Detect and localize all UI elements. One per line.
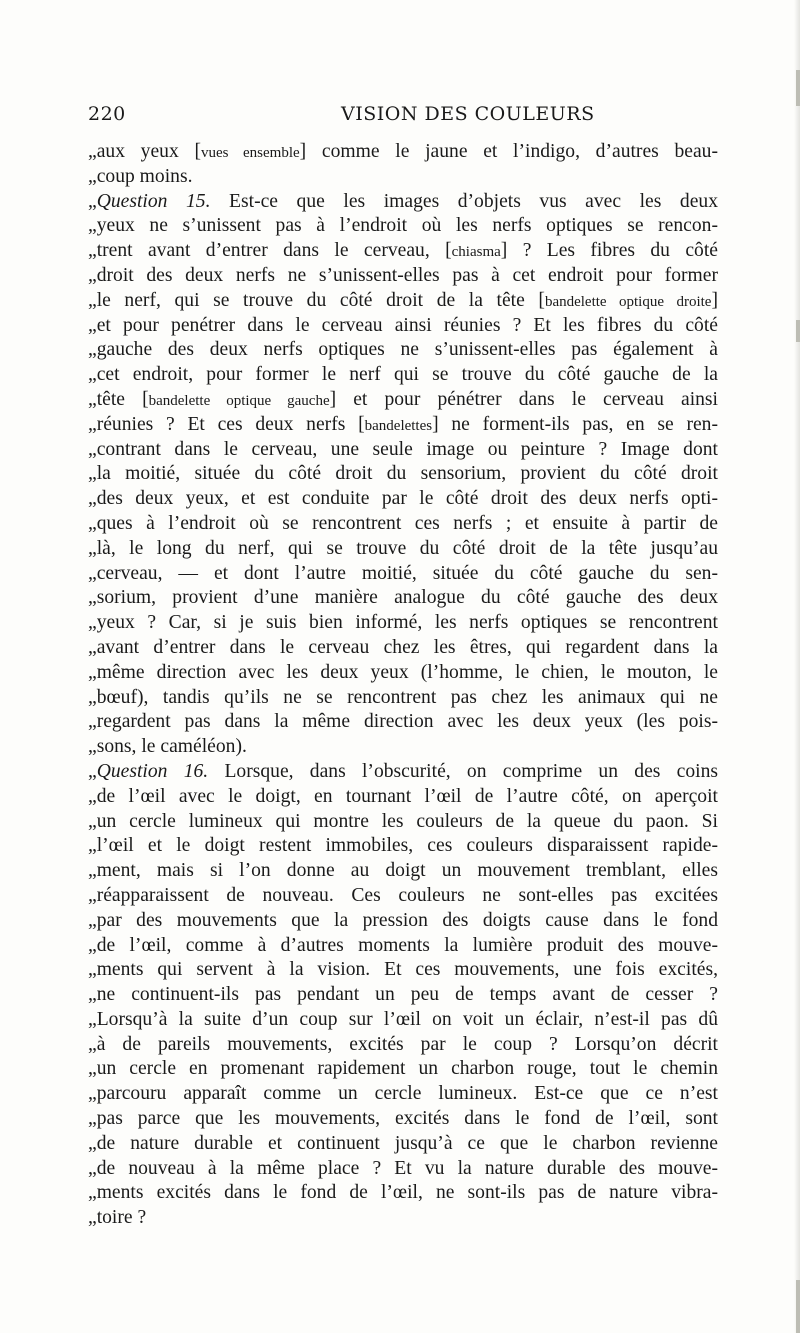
text-fragment: „réunies ? Et ces deux nerfs [ (88, 413, 365, 435)
text-fragment: „bœuf), tandis qu’ils ne se rencontrent pas chez les animaux qui ne (88, 686, 718, 708)
text-line (88, 487, 718, 512)
text-line (88, 958, 718, 983)
text-line (88, 239, 718, 264)
text-fragment: „sorium, provient d’une manière analogue du côté gauche des deux (88, 587, 718, 609)
text-line (88, 264, 718, 289)
text-line (88, 537, 718, 562)
text-fragment: „tête [ (88, 388, 149, 410)
text-line (88, 338, 718, 363)
text-fragment: „ment, mais si l’on donne au doigt un mouvement tremblant, elles (88, 860, 718, 882)
text-fragment: „et pour penétrer dans le cerveau ainsi réunies ? Et les fibres du côté (88, 314, 718, 336)
text-line (88, 1107, 718, 1132)
bracketed-note: bandelette optique droite (544, 293, 712, 310)
text-fragment: „cerveau, — et dont l’autre moitié, située du côté gauche du sen- (88, 562, 718, 584)
page-number: 220 (88, 103, 126, 125)
text-line (88, 1082, 718, 1107)
text-line (88, 462, 718, 487)
bracketed-note: vues ensemble (200, 145, 300, 161)
bracketed-note: chiasma (451, 244, 501, 261)
page-edge-mark (796, 1280, 800, 1333)
text-fragment: „même direction avec les deux yeux (l’homme, le chien, le mouton, le (88, 661, 718, 683)
text-fragment: „yeux ? Car, si je suis bien informé, les nerfs optiques se rencontrent (88, 612, 718, 634)
text-line (88, 934, 718, 959)
text-fragment: „là, le long du nerf, qui se trouve du côté droit de la tête jusqu’au (88, 537, 718, 559)
page-header (88, 103, 712, 133)
body-text (88, 140, 718, 1231)
text-fragment: „cet endroit, pour former le nerf qui se trouve du côté gauche de la (88, 364, 718, 386)
text-line (88, 140, 718, 165)
bracketed-note: bandelettes (364, 417, 433, 434)
text-fragment: „sons, le caméléon). (88, 736, 247, 758)
text-line (88, 1206, 718, 1231)
text-fragment: ] ne forment-ils pas, en se ren- (432, 413, 718, 435)
page-edge-shadow (794, 0, 800, 1333)
text-fragment: „pas parce que les mouvements, excités dans le fond de l’œil, sont (88, 1108, 718, 1130)
text-line (88, 512, 718, 537)
text-fragment: „toire ? (88, 1207, 147, 1229)
running-title: VISION DES COULEURS (341, 103, 595, 125)
text-line (88, 1181, 718, 1206)
text-fragment: „par des mouvements que la pression des doigts cause dans le fond (88, 909, 718, 931)
text-fragment: Est-ce que les images d’objets vus avec les deux (210, 190, 719, 212)
text-fragment: „coup moins. (88, 165, 193, 187)
text-fragment: „parcouru apparaît comme un cercle lumineux. Est-ce que ce n’est (88, 1083, 718, 1105)
text-line (88, 710, 718, 735)
text-line (88, 983, 718, 1008)
text-fragment: „yeux ne s’unissent pas à l’endroit où les nerfs optiques se rencon- (88, 215, 718, 237)
text-line (88, 1057, 718, 1082)
text-fragment: „l’œil et le doigt restent immobiles, ces couleurs disparaissent rapide- (88, 835, 718, 857)
bracketed-note: bandelette optique gauche (148, 392, 330, 409)
text-line (88, 214, 718, 239)
text-fragment: „ (88, 760, 97, 782)
question-heading: Question 15. (96, 190, 211, 212)
text-line (88, 388, 718, 413)
question-heading: Question 16. (96, 760, 209, 782)
text-line (88, 909, 718, 934)
text-fragment: „ques à l’endroit où se rencontrent ces nerfs ; et ensuite à partir de (88, 512, 718, 534)
text-fragment: „aux yeux [ (88, 141, 201, 162)
text-fragment: „à de pareils mouvements, excités par le coup ? Lorsqu’on décrit (88, 1033, 718, 1055)
text-fragment: „un cercle lumineux qui montre les couleurs de la queue du paon. Si (88, 810, 718, 832)
text-fragment: „de nature durable et continuent jusqu’à ce que le charbon revienne (88, 1132, 718, 1154)
text-fragment: „le nerf, qui se trouve du côté droit de la tête [ (88, 289, 545, 311)
text-line (88, 661, 718, 686)
text-fragment: „contrant dans le cerveau, une seule image ou peinture ? Image dont (88, 438, 718, 460)
text-fragment: „trent avant d’entrer dans le cerveau, [ (88, 240, 452, 262)
text-fragment: ] et pour pénétrer dans le cerveau ainsi (329, 388, 719, 410)
text-fragment: „droit des deux nerfs ne s’unissent-elles pas à cet endroit pour former (88, 264, 718, 286)
page-edge-mark (796, 320, 800, 342)
text-fragment: „ments qui servent à la vision. Et ces mouvements, une fois excités, (88, 959, 718, 981)
text-line (88, 413, 718, 438)
page-edge-mark (796, 70, 800, 106)
text-line (88, 760, 718, 785)
text-fragment: ] (711, 289, 718, 311)
text-fragment: „des deux yeux, et est conduite par le côté droit des deux nerfs opti- (88, 488, 718, 510)
text-fragment: „réapparaissent de nouveau. Ces couleurs ne sont-elles pas excitées (88, 884, 718, 906)
text-line (88, 686, 718, 711)
text-line (88, 1132, 718, 1157)
text-line (88, 636, 718, 661)
text-fragment: ] comme le jaune et l’indigo, d’autres beau- (299, 141, 718, 162)
text-fragment: „avant d’entrer dans le cerveau chez les êtres, qui regardent dans la (88, 636, 718, 658)
text-fragment: „Lorsqu’à la suite d’un coup sur l’œil on voit un éclair, n’est-il pas dû (88, 1008, 718, 1030)
text-line (88, 611, 718, 636)
text-line (88, 289, 718, 314)
text-fragment: „ (88, 190, 97, 212)
text-line (88, 363, 718, 388)
text-line (88, 859, 718, 884)
text-fragment: „de nouveau à la même place ? Et vu la nature durable des mouve- (88, 1157, 718, 1179)
text-fragment: Lorsque, dans l’obscurité, on comprime un des coins (208, 760, 719, 782)
text-line (88, 562, 718, 587)
text-fragment: „gauche des deux nerfs optiques ne s’unissent-elles pas également à (88, 339, 718, 361)
text-fragment: „ments excités dans le fond de l’œil, ne sont-ils pas de nature vibra- (88, 1182, 718, 1204)
text-line (88, 1033, 718, 1058)
text-fragment: „ne continuent-ils pas pendant un peu de temps avant de cesser ? (88, 984, 718, 1006)
text-fragment: „regardent pas dans la même direction avec les deux yeux (les pois- (88, 711, 718, 733)
text-line (88, 586, 718, 611)
text-line (88, 1157, 718, 1182)
text-fragment: „de l’œil avec le doigt, en tournant l’œil de l’autre côté, on aperçoit (88, 785, 718, 807)
text-line (88, 165, 718, 190)
text-line (88, 785, 718, 810)
text-line (88, 735, 718, 760)
text-fragment: „un cercle en promenant rapidement un charbon rouge, tout le chemin (88, 1058, 718, 1080)
text-line (88, 314, 718, 339)
text-line (88, 190, 718, 215)
text-line (88, 1008, 718, 1033)
text-line (88, 834, 718, 859)
text-fragment: „la moitié, située du côté droit du sensorium, provient du côté droit (88, 463, 718, 485)
text-line (88, 810, 718, 835)
text-line (88, 438, 718, 463)
text-line (88, 884, 718, 909)
text-fragment: ] ? Les fibres du côté (500, 240, 718, 262)
text-fragment: „de l’œil, comme à d’autres moments la lumière produit des mouve- (88, 934, 718, 956)
